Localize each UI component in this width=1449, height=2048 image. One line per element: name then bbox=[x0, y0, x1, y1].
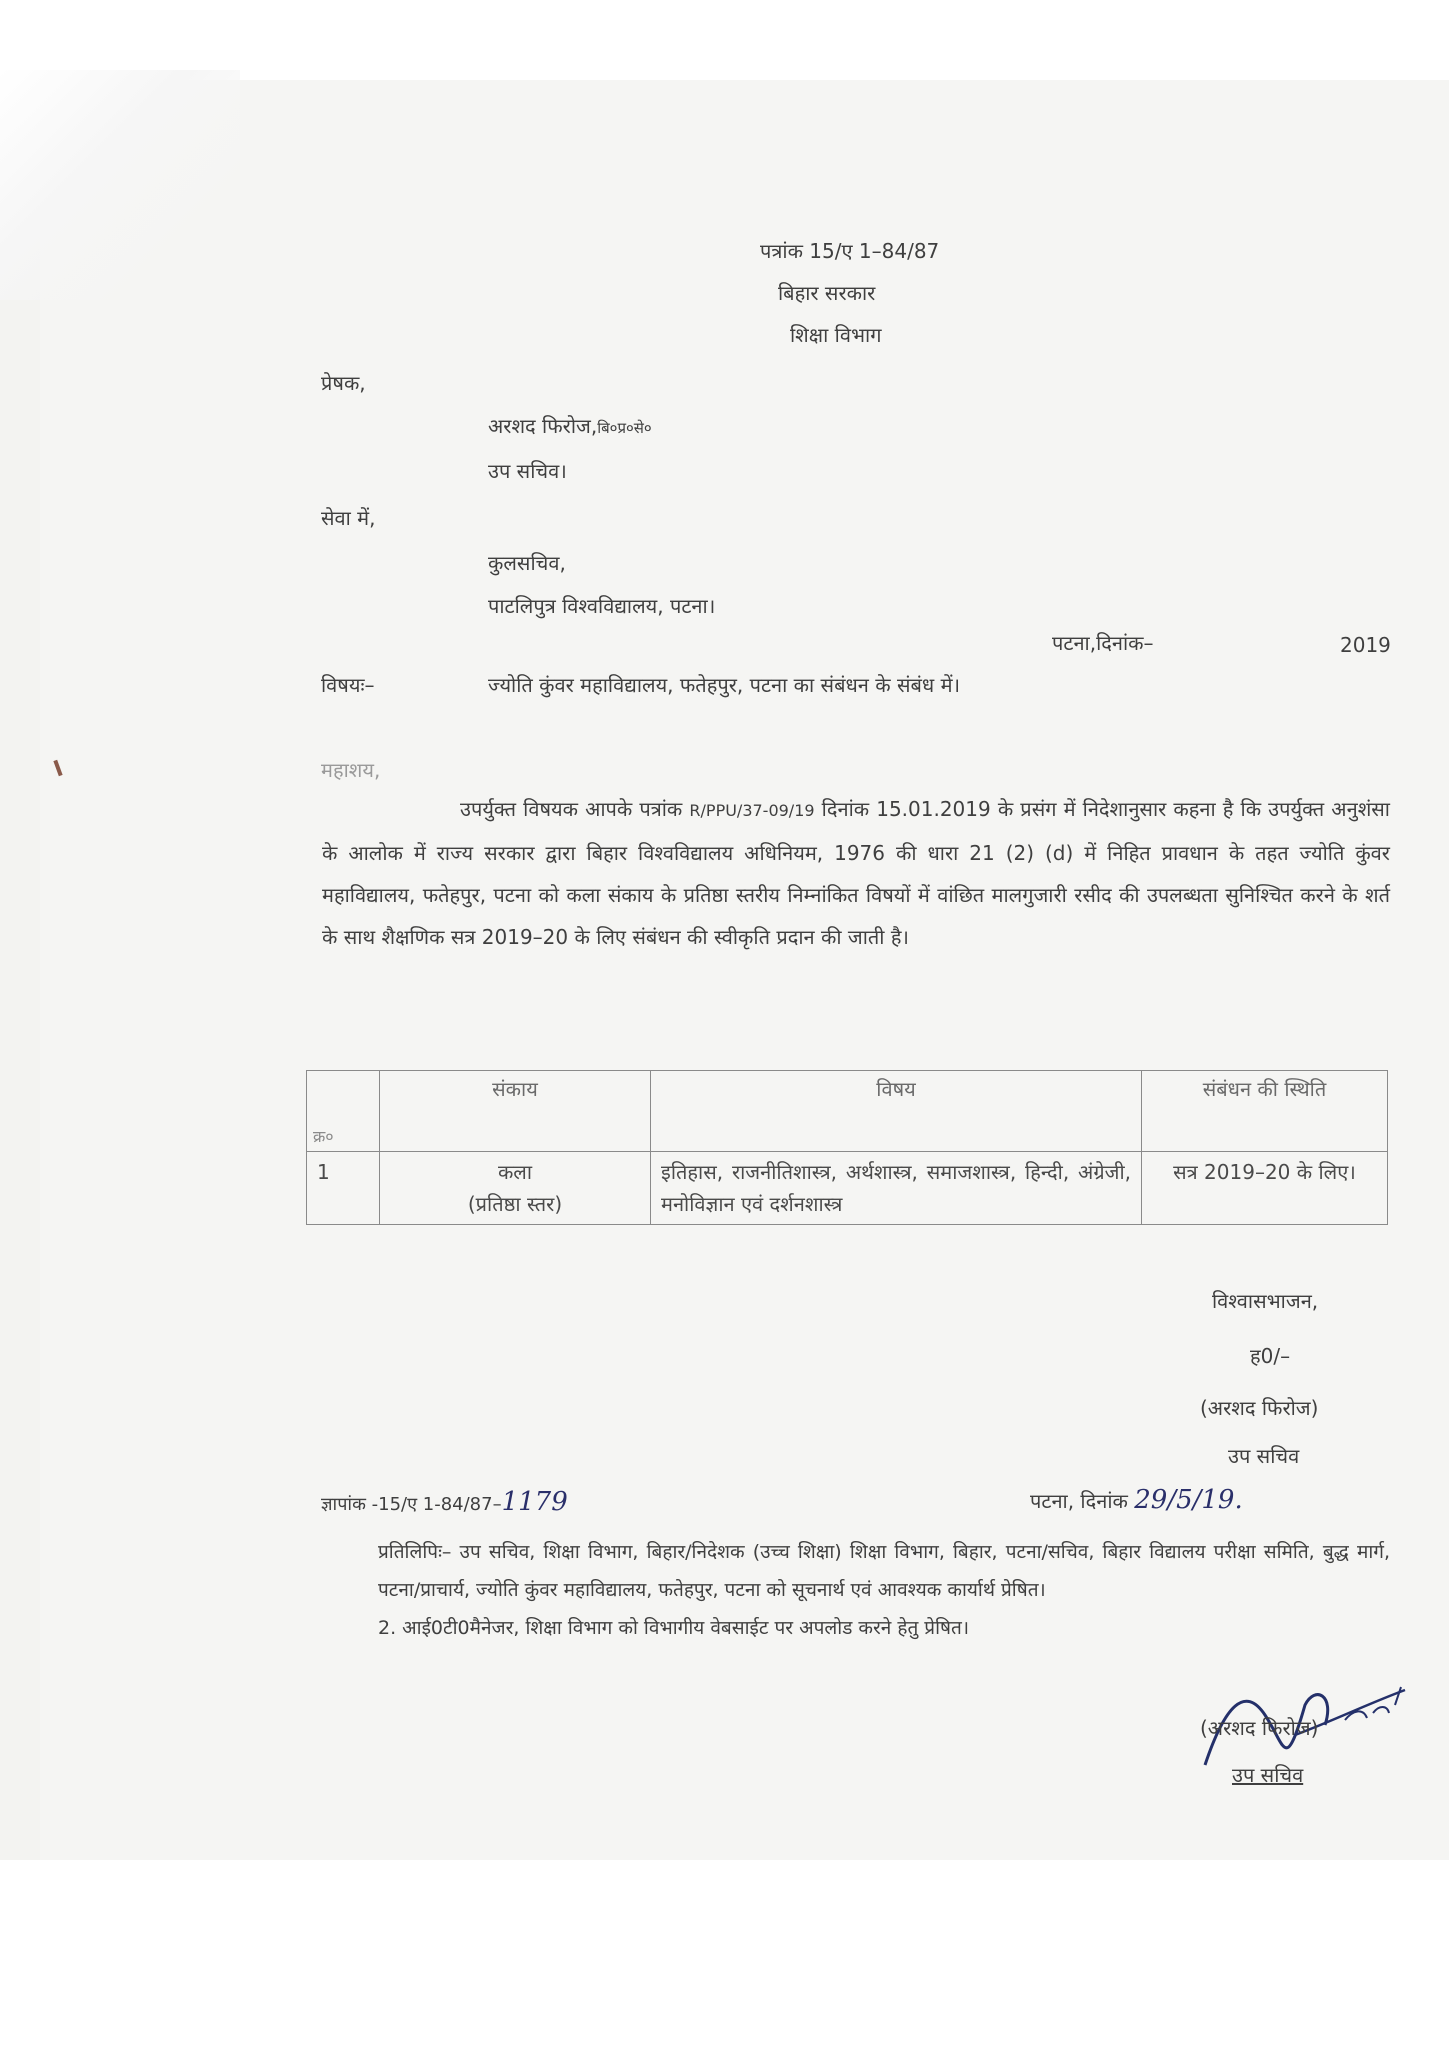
sender-label: प्रेषक, bbox=[321, 371, 366, 395]
subject-label: विषयः– bbox=[321, 673, 375, 697]
faculty-line1: कला bbox=[497, 1160, 533, 1184]
body-paragraph bbox=[322, 788, 1390, 958]
memo-date-label: पटना, दिनांक bbox=[1030, 1489, 1128, 1513]
date-place-label: पटना,दिनांक– bbox=[1052, 631, 1154, 655]
salutation: महाशय, bbox=[321, 758, 381, 782]
recipient-label: सेवा में, bbox=[321, 506, 376, 530]
subject-text: ज्योति कुंवर महाविद्यालय, फतेहपुर, पटना का संबंधन के संबंध में। bbox=[488, 673, 961, 697]
letter-number: पत्रांक 15/ए 1–84/87 bbox=[760, 239, 940, 263]
cell-faculty bbox=[380, 1152, 651, 1225]
cell-subjects: इतिहास, राजनीतिशास्त्र, अर्थशास्त्र, समाजशास्त्र, हिन्दी, अंग्रेजी, मनोविज्ञान एवं दर्शनशास्त्र bbox=[651, 1152, 1142, 1225]
department-name: शिक्षा विभाग bbox=[790, 323, 882, 347]
affiliation-table bbox=[306, 1070, 1388, 1225]
sender-designation: उप सचिव। bbox=[488, 459, 567, 483]
memo-date-handwritten: 29/5/19. bbox=[1134, 1485, 1243, 1515]
faculty-line2: (प्रतिष्ठा स्तर) bbox=[467, 1192, 563, 1216]
sender-name-suffix: बि०प्र०से० bbox=[597, 419, 652, 437]
closing-name: (अरशद फिरोज) bbox=[1200, 1396, 1319, 1420]
copy-to-para2: 2. आई0टी0मैनेजर, शिक्षा विभाग को विभागीय वेबसाईट पर अपलोड करने हेतु प्रेषित। bbox=[378, 1617, 970, 1639]
scan-bottom-edge bbox=[0, 1860, 1449, 2048]
body-part1: उपर्युक्त विषयक आपके पत्रांक bbox=[460, 797, 683, 821]
date-year: 2019 bbox=[1340, 633, 1391, 657]
memo-number-handwritten: 1179 bbox=[501, 1487, 568, 1517]
table-row bbox=[307, 1152, 1388, 1225]
copy-to-section bbox=[322, 1533, 1390, 1647]
copy-to-para1: प्रतिलिपिः– उप सचिव, शिक्षा विभाग, बिहार/निदेशक (उच्च शिक्षा) शिक्षा विभाग, बिहार, पटना/सचिव, बिहार विद्यालय परीक्षा समिति, बुद्ध मार्ग, पटना/प्राचार्य, ज्योति कुंवर महाविद्यालय, फतेहपुर, पटना को सूचनार्थ एवं आवश्यक कार्यार्थ प्रेषित। bbox=[378, 1541, 1390, 1601]
header-subjects: विषय bbox=[651, 1071, 1142, 1152]
table-header-row bbox=[307, 1071, 1388, 1152]
memo-date bbox=[1030, 1484, 1243, 1518]
header-faculty: संकाय bbox=[380, 1071, 651, 1152]
reference-number: R/PPU/37-09/19 bbox=[689, 801, 815, 820]
final-signature-designation: उप सचिव bbox=[1232, 1763, 1304, 1787]
body-part2: दिनांक 15.01.2019 के प्रसंग में निदेशानुसार कहना है कि उपर्युक्त अनुशंसा के आलोक में राज्य सरकार द्वारा बिहार विश्वविद्यालय अधिनियम, 1976 की धारा 21 (2) (d) में निहित प्रावधान के तहत ज्योति कुंवर महाविद्यालय, फतेहपुर, पटना को कला संकाय के प्रतिष्ठा स्तरीय निम्नांकित विषयों में वांछित मालगुजारी रसीद की उपलब्धता सुनिश्चित करने के शर्त के साथ शैक्षणिक सत्र 2019–20 के लिए संबंधन की स्वीकृति प्रदान की जाती है। bbox=[322, 797, 1390, 949]
header-status: संबंधन की स्थिति bbox=[1142, 1071, 1388, 1152]
cell-status: सत्र 2019–20 के लिए। bbox=[1142, 1152, 1388, 1225]
closing-designation: उप सचिव bbox=[1228, 1444, 1300, 1468]
memo-number-label: ज्ञापांक -15/ए 1-84/87– bbox=[321, 1494, 502, 1515]
sender-name-text: अरशद फिरोज, bbox=[488, 414, 598, 438]
final-signature-name: (अरशद फिरोज) bbox=[1200, 1716, 1319, 1740]
recipient-title: कुलसचिव, bbox=[488, 551, 566, 575]
sender-name bbox=[488, 413, 652, 439]
memo-number bbox=[321, 1486, 568, 1520]
recipient-institution: पाटलिपुत्र विश्वविद्यालय, पटना। bbox=[488, 594, 716, 618]
header-serial: क्र० bbox=[307, 1071, 380, 1152]
government-name: बिहार सरकार bbox=[778, 281, 876, 305]
cell-serial: 1 bbox=[307, 1152, 380, 1225]
closing-signed: ह0/– bbox=[1250, 1344, 1291, 1368]
closing-regards: विश्वासभाजन, bbox=[1212, 1289, 1319, 1313]
page-fold-shadow bbox=[0, 70, 240, 300]
